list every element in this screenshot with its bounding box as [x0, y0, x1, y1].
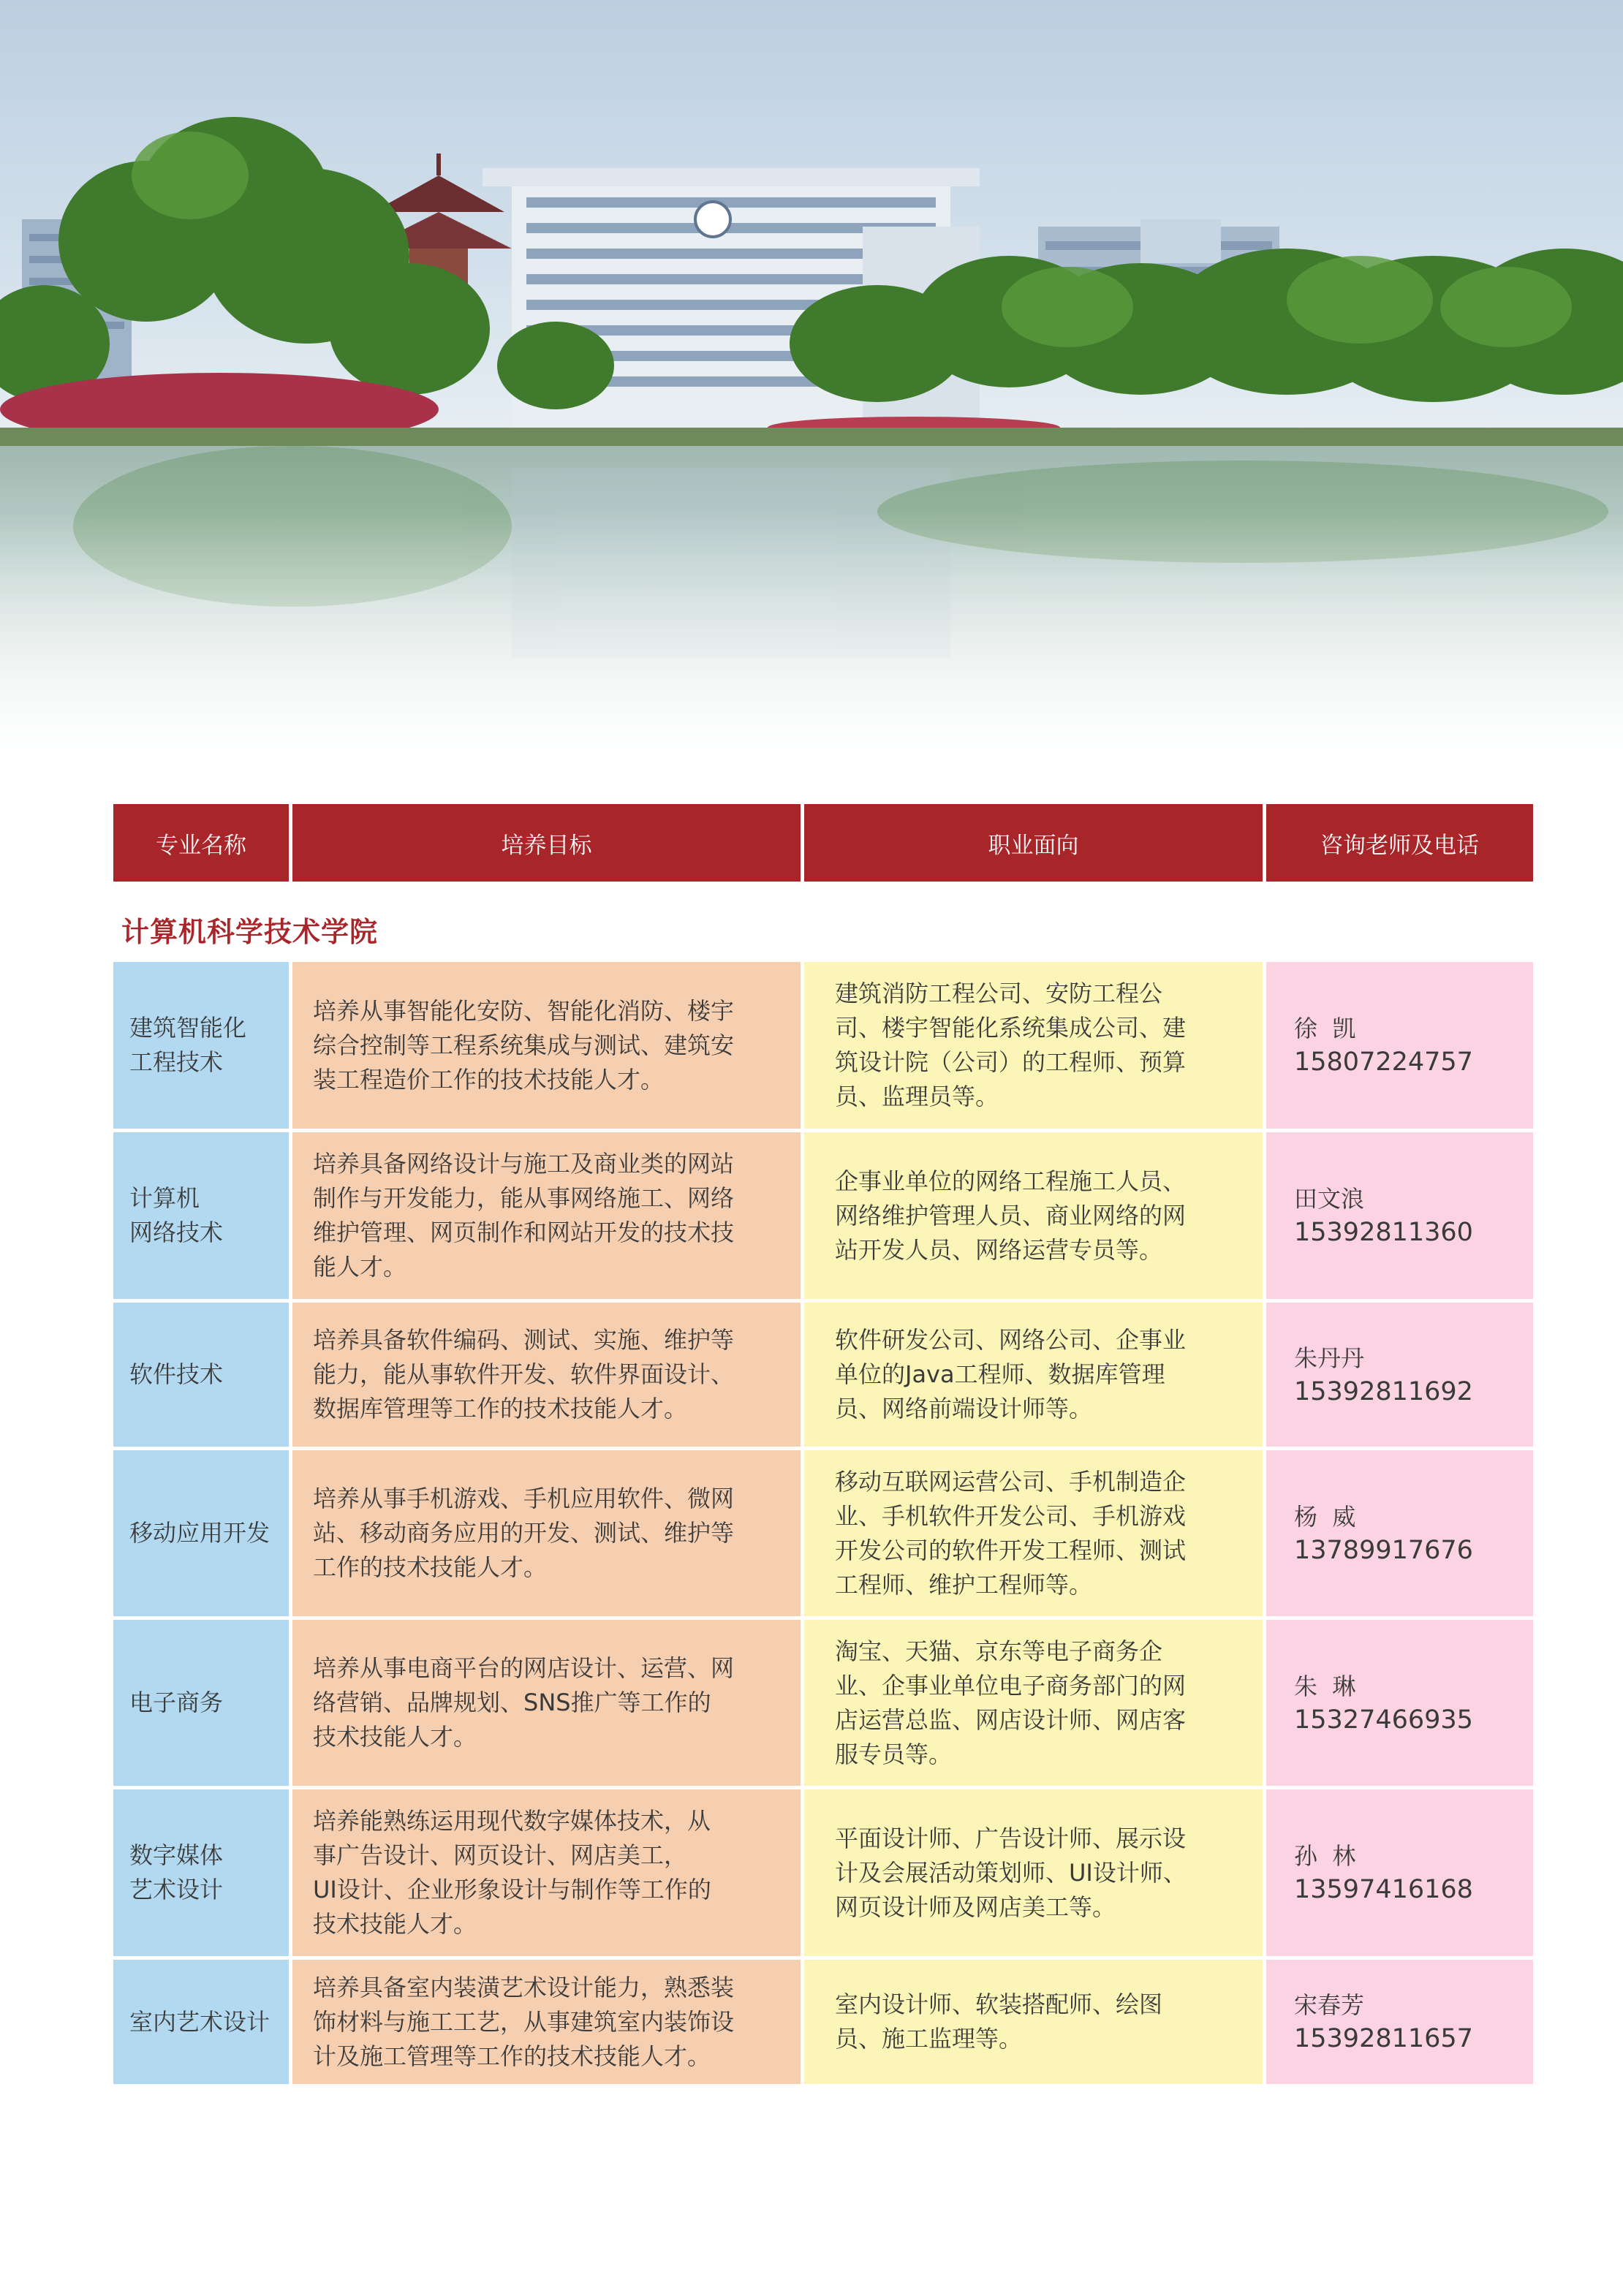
- contact-cell: [1266, 1789, 1533, 1956]
- major-name: 电子商务: [113, 1620, 292, 1786]
- teacher-name: 朱丹丹: [1294, 1344, 1365, 1372]
- teacher-name: 宋春芳: [1294, 1991, 1365, 2019]
- contact-cell: [1266, 962, 1533, 1129]
- career-direction: 淘宝、天猫、京东等电子商务企 业、企事业单位电子商务部门的网 店运营总监、网店设计师、网店客 服专员等。: [804, 1620, 1266, 1786]
- contact-cell: [1266, 1303, 1533, 1447]
- teacher-phone: 15392811692: [1294, 1376, 1473, 1406]
- training-goal: 培养具备网络设计与施工及商业类的网站 制作与开发能力，能从事网络施工、网络 维护管理、网页制作和网站开发的技术技 能人才。: [292, 1132, 804, 1299]
- header-goal: 培养目标: [292, 804, 804, 882]
- contact-cell: [1266, 1620, 1533, 1786]
- teacher-phone: 15392811657: [1294, 2024, 1473, 2053]
- table-row: [113, 962, 1533, 1132]
- major-name: 建筑智能化 工程技术: [113, 962, 292, 1129]
- career-direction: 室内设计师、软装搭配师、绘图 员、施工监理等。: [804, 1960, 1266, 2084]
- teacher-phone: 13597416168: [1294, 1875, 1473, 1904]
- table-row: [113, 1620, 1533, 1789]
- major-name: 软件技术: [113, 1303, 292, 1447]
- career-direction: 建筑消防工程公司、安防工程公 司、楼宇智能化系统集成公司、建 筑设计院（公司）的工程师、预算 员、监理员等。: [804, 962, 1266, 1129]
- header-major: 专业名称: [113, 804, 292, 882]
- contact-cell: [1266, 1132, 1533, 1299]
- contact-cell: [1266, 1450, 1533, 1616]
- training-goal: 培养能熟练运用现代数字媒体技术，从 事广告设计、网页设计、网店美工， UI设计、企业形象设计与制作等工作的 技术技能人才。: [292, 1789, 804, 1956]
- training-goal: 培养从事手机游戏、手机应用软件、微网 站、移动商务应用的开发、测试、维护等 工作的技术技能人才。: [292, 1450, 804, 1616]
- training-goal: 培养从事电商平台的网店设计、运营、网 络营销、品牌规划、SNS推广等工作的 技术技能人才。: [292, 1620, 804, 1786]
- table-row: [113, 1303, 1533, 1450]
- career-direction: 移动互联网运营公司、手机制造企 业、手机软件开发公司、手机游戏 开发公司的软件开发工程师、测试 工程师、维护工程师等。: [804, 1450, 1266, 1616]
- teacher-name: 杨 威: [1294, 1502, 1356, 1531]
- major-name: 室内艺术设计: [113, 1960, 292, 2084]
- teacher-phone: 15807224757: [1294, 1047, 1473, 1077]
- teacher-name: 朱 琳: [1294, 1672, 1356, 1700]
- table-row: [113, 1960, 1533, 2084]
- career-direction: 软件研发公司、网络公司、企事业 单位的Java工程师、数据库管理 员、网络前端设计师等。: [804, 1303, 1266, 1447]
- teacher-phone: 15392811360: [1294, 1218, 1473, 1247]
- table-row: [113, 1789, 1533, 1960]
- header-contact: 咨询老师及电话: [1266, 804, 1533, 882]
- header-career: 职业面向: [804, 804, 1266, 882]
- teacher-phone: 13789917676: [1294, 1535, 1473, 1565]
- college-title: 计算机科学技术学院: [121, 916, 379, 948]
- major-name: 移动应用开发: [113, 1450, 292, 1616]
- table-header: [113, 804, 1533, 882]
- teacher-name: 徐 凯: [1294, 1015, 1356, 1042]
- teacher-name: 孙 林: [1294, 1842, 1356, 1870]
- major-name: 计算机 网络技术: [113, 1132, 292, 1299]
- contact-cell: [1266, 1960, 1533, 2084]
- training-goal: 培养从事智能化安防、智能化消防、楼宇 综合控制等工程系统集成与测试、建筑安 装工程造价工作的技术技能人才。: [292, 962, 804, 1129]
- table-row: [113, 1132, 1533, 1303]
- table-row: [113, 1450, 1533, 1620]
- teacher-name: 田文浪: [1294, 1185, 1365, 1213]
- training-goal: 培养具备室内装潢艺术设计能力，熟悉装 饰材料与施工工艺，从事建筑室内装饰设 计及施工管理等工作的技术技能人才。: [292, 1960, 804, 2084]
- career-direction: 企事业单位的网络工程施工人员、 网络维护管理人员、商业网络的网 站开发人员、网络运营专员等。: [804, 1132, 1266, 1299]
- major-name: 数字媒体 艺术设计: [113, 1789, 292, 1956]
- career-direction: 平面设计师、广告设计师、展示设 计及会展活动策划师、UI设计师、 网页设计师及网店美工等。: [804, 1789, 1266, 1956]
- campus-photo: [0, 0, 1623, 789]
- teacher-phone: 15327466935: [1294, 1705, 1473, 1735]
- training-goal: 培养具备软件编码、测试、实施、维护等 能力，能从事软件开发、软件界面设计、 数据库管理等工作的技术技能人才。: [292, 1303, 804, 1447]
- majors-table: [113, 962, 1533, 2084]
